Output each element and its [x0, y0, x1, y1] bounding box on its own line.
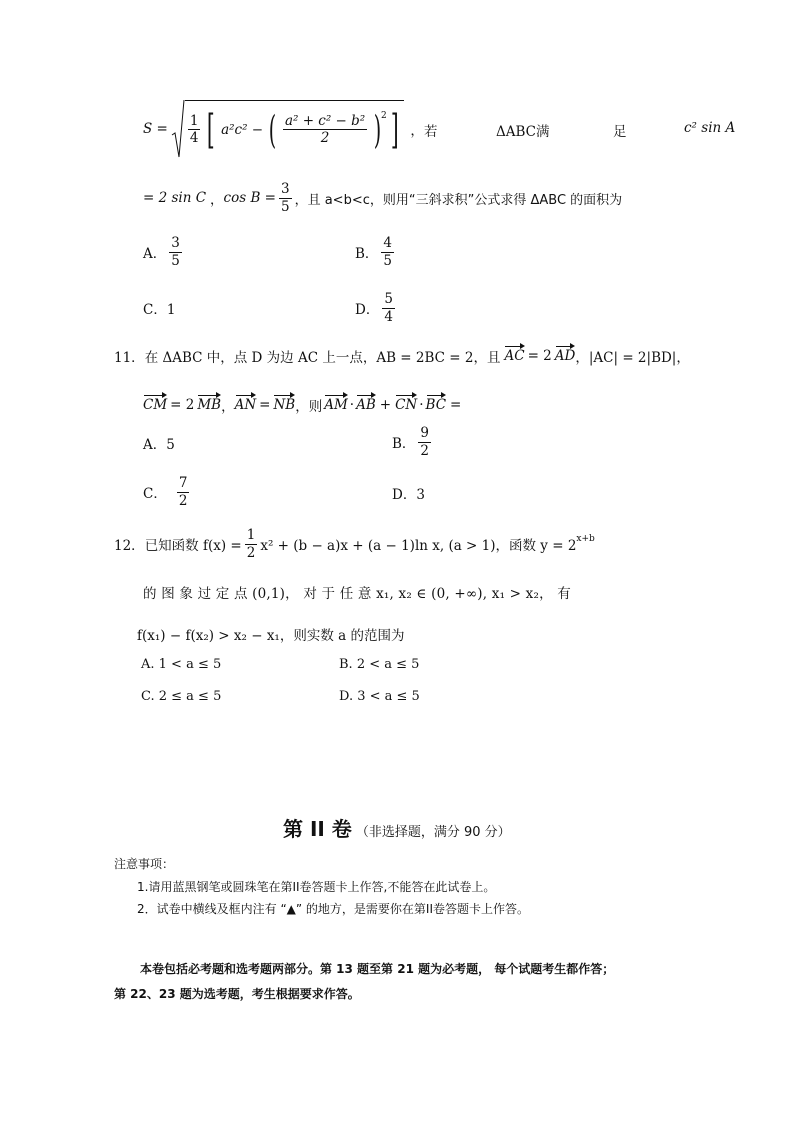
frac-one-quarter: $\frac{1}{4}$ — [189, 112, 199, 146]
vec-an: AN — [234, 397, 257, 413]
right-paren-sq: ) — [373, 107, 382, 152]
q10-option-c[interactable]: C．1 — [143, 302, 176, 318]
left-paren: ( — [268, 107, 277, 152]
triangle-abc-man: ΔABC满 — [496, 124, 550, 140]
q11-option-c[interactable]: C． $\frac{7}{2}$ — [143, 475, 188, 509]
formula-lhs: S = — [143, 121, 168, 137]
q11-number: 11． — [114, 350, 145, 366]
left-bracket: [ — [207, 106, 216, 153]
formula-comma: ， — [410, 123, 424, 139]
q10-option-b[interactable]: B． $\frac{4}{5}$ — [355, 235, 393, 269]
sqrt-sign — [171, 99, 185, 159]
cosb-lhs: cos B = — [223, 190, 276, 206]
q11-stem-line2: CM = 2 MB ， AN = NB ，则 AM · AB + CN · BC = — [143, 397, 462, 415]
q10-condition-text: ，且 a<b<c，则用“三斜求积”公式求得 ΔABC 的面积为 — [294, 192, 623, 208]
vec-nb: NB — [273, 397, 296, 413]
note-2: 2．试卷中横线及框内注有 “▲” 的地方，是需要你在第II卷答题卡上作答。 — [137, 902, 530, 916]
notes-heading: 注意事项： — [114, 857, 175, 871]
q10-condition-line — [143, 178, 622, 218]
eq-2sinc: = 2 sin C — [143, 190, 207, 206]
c2-sin-a: c² sin A — [684, 120, 736, 136]
right-bracket: ] — [390, 106, 399, 153]
vec-cn: CN — [395, 397, 418, 413]
q10-option-d[interactable]: D． $\frac{5}{4}$ — [355, 291, 393, 325]
part2-title-big: 第 II 卷 — [283, 817, 352, 841]
square-exp: 2 — [381, 110, 387, 121]
q10-option-a[interactable]: A． $\frac{3}{5}$ — [143, 235, 180, 269]
vec-cm: CM — [143, 397, 168, 413]
vec-ac: AC — [504, 348, 525, 364]
vec-bc: BC — [425, 397, 447, 413]
q11-option-b[interactable]: B． $\frac{9}{2}$ — [392, 425, 430, 459]
word-ruo: 若 — [424, 124, 438, 140]
exp-x-plus-b: x+b — [576, 534, 595, 544]
q12-option-d[interactable]: D. 3 < a ≤ 5 — [339, 689, 420, 704]
vec-ad: AD — [554, 348, 576, 364]
intro-line-1: 本卷包括必考题和选考题两部分。第 13 题至第 21 题为必考题， 每个试题考生都作答； — [140, 962, 615, 976]
q12-stem-line3: f(x₁) − f(x₂) > x₂ − x₁，则实数 a 的范围为 — [137, 628, 405, 644]
word-zu: 足 — [613, 124, 627, 140]
cosb-frac: $\frac{3}{5}$ — [280, 181, 290, 215]
note-1: 1.请用蓝黑钢笔或圆珠笔在第II卷答题卡上作答,不能答在此试卷上。 — [137, 880, 496, 894]
part2-title — [283, 813, 511, 842]
vec-ab: AB — [356, 397, 376, 413]
half-frac: $\frac{1}{2}$ — [246, 527, 256, 561]
q11-option-d[interactable]: D．3 — [392, 487, 425, 503]
sep1: ， — [210, 192, 224, 208]
q12-stem-line1: 12． 已知函数 f(x) = $\frac{1}{2}$ x² + (b − a)x + (a − 1)ln x, (a > 1)，函数 y = 2 $^{x+b}$ — [114, 527, 595, 561]
q10-area-formula — [143, 98, 424, 160]
q11-stem-line1: 11． 在 ΔABC 中，点 D 为边 AC 上一点，AB = 2BC = 2，且 AC = 2 AD ，|AC| = 2|BD|， — [114, 348, 690, 366]
q11-stem-text: 在 ΔABC 中，点 D 为边 AC 上一点，AB = 2BC = 2，且 — [144, 350, 501, 366]
q11-abs-part: ，|AC| = 2|BD|， — [575, 350, 690, 366]
vec-mb: MB — [197, 397, 222, 413]
intro-line-2: 第 22、23 题为选考题，考生根据要求作答。 — [114, 987, 360, 1001]
a2c2-term: a²c² − — [221, 121, 264, 138]
q12-option-a[interactable]: A. 1 < a ≤ 5 — [141, 657, 222, 672]
q12-stem-line2: 的 图 象 过 定 点 (0,1)， 对 于 任 意 x₁, x₂ ∈ (0, +∞), x₁ > x₂， 有 — [143, 586, 571, 602]
vec-am: AM — [324, 397, 348, 413]
q12-option-b[interactable]: B. 2 < a ≤ 5 — [339, 657, 420, 672]
part2-title-small: （非选择题，满分 90 分） — [355, 825, 511, 840]
q12-number: 12． — [114, 538, 145, 554]
q12-option-c[interactable]: C. 2 ≤ a ≤ 5 — [141, 689, 222, 704]
frac-big: $\frac{\text{a² + c² − b²}}{2}$ — [284, 112, 366, 146]
sqrt-body — [185, 100, 405, 159]
q11-option-a[interactable]: A．5 — [143, 437, 175, 453]
